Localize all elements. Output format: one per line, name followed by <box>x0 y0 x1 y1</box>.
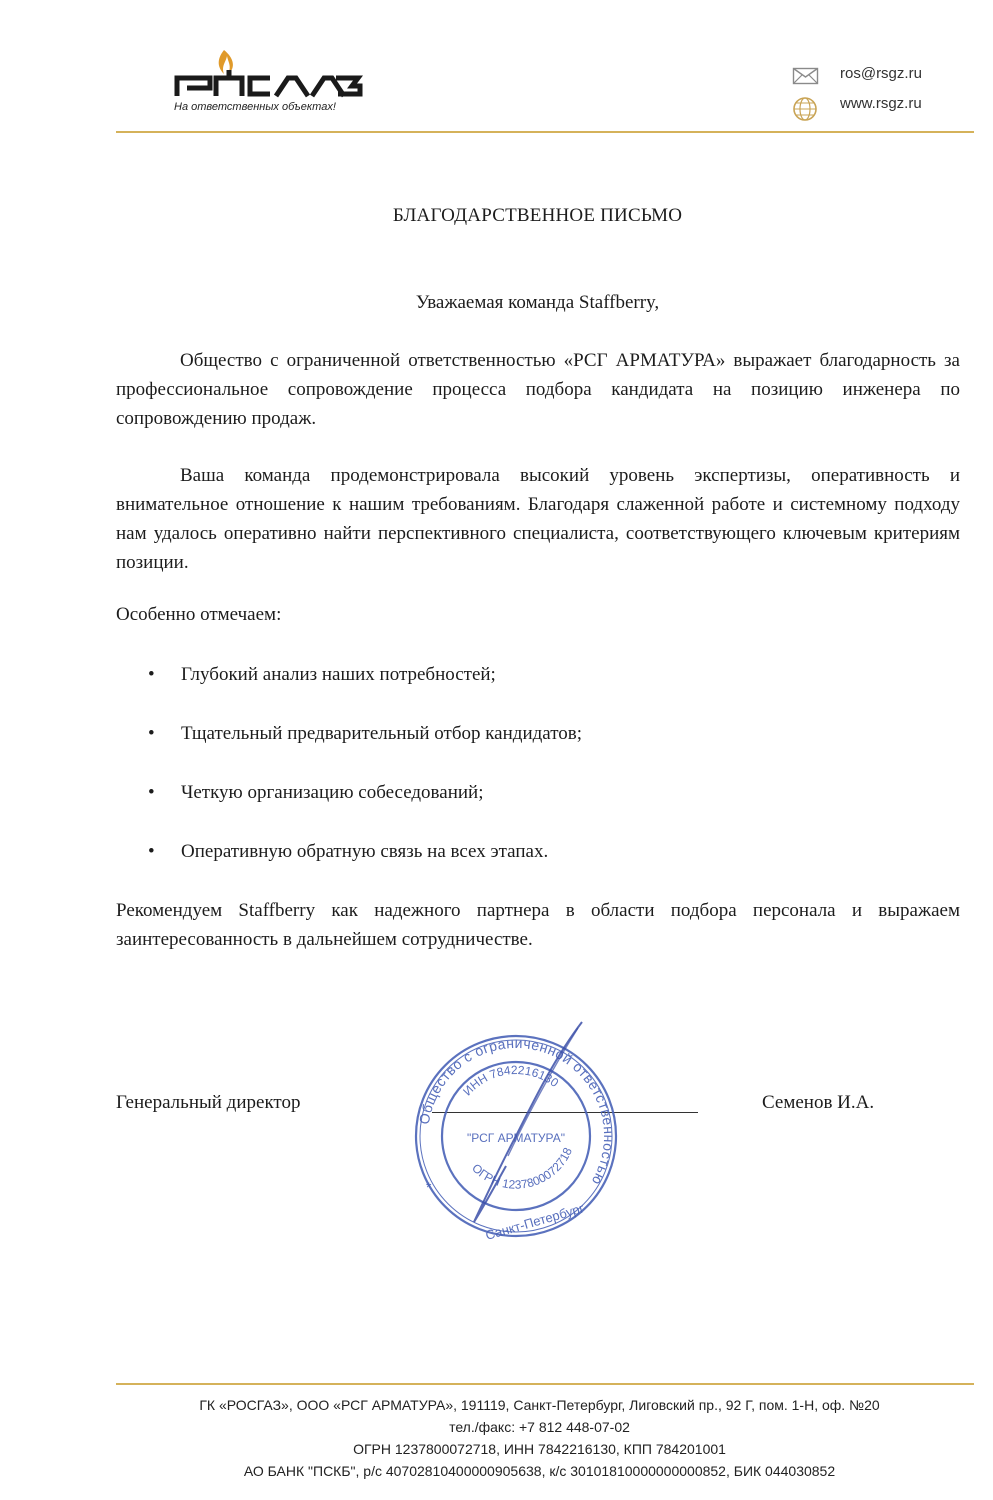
signatory-position: Генеральный директор <box>116 1092 301 1113</box>
bullet-icon: • <box>148 782 155 803</box>
seal-star-icon: * <box>426 1179 432 1195</box>
seal-city-text: Санкт-Петербург <box>483 1200 586 1243</box>
letter-paragraph-2: Ваша команда продемонстрировала высокий уровень экспертизы, оперативность и внимательное отношение к нашим требованиям. Благодаря слаженной работе и системному подходу нам удалось оперативно найти перспективного специалиста, соответствующего ключевым критериям позиции. <box>116 465 960 573</box>
list-item-text: Четкую организацию собеседований; <box>181 782 484 803</box>
letter-closing-paragraph: Рекомендуем Staffberry как надежного партнера в области подбора персонала и выражаем заинтересованность в дальнейшем сотрудничестве. <box>116 900 960 950</box>
bullet-icon: • <box>148 841 155 862</box>
list-item-text: Глубокий анализ наших потребностей; <box>181 664 496 685</box>
rosgaz-logo-mark <box>172 48 372 103</box>
website-link[interactable]: www.rsgz.ru <box>840 95 922 112</box>
letter-title: БЛАГОДАРСТВЕННОЕ ПИСЬМО <box>392 205 683 226</box>
footer-address: ГК «РОСГАЗ», ООО «РСГ АРМАТУРА», 191119, Санкт-Петербург, Лиговский пр., 92 Г, пом. 1-Н, оф. №20 <box>199 1397 880 1413</box>
seal-inn-text: ИНН 7842216130 <box>460 1062 562 1099</box>
globe-icon <box>792 96 820 126</box>
footer-registration: ОГРН 1237800072718, ИНН 7842216130, КПП 784201001 <box>353 1441 726 1457</box>
seal-ogrn-text: ОГРН 1237800072718 <box>469 1145 575 1192</box>
company-seal <box>396 1016 636 1256</box>
bullet-icon: • <box>148 664 155 685</box>
email-link[interactable]: ros@rsgz.ru <box>840 65 922 82</box>
seal-company-text: "РСГ АРМАТУРА" <box>467 1131 565 1145</box>
svg-text:ОГРН 1237800072718 <box>469 1145 575 1192</box>
list-item-text: Тщательный предварительный отбор кандидатов; <box>181 723 583 744</box>
footer-bank-details: АО БАНК "ПСКБ", р/с 40702810400000905638, к/с 30101810000000000852, БИК 044030852 <box>243 1463 836 1479</box>
footer-phone: тел./факс: +7 812 448-07-02 <box>449 1419 630 1435</box>
signatory-name: Семенов И.А. <box>762 1092 875 1113</box>
highlights-heading: Особенно отмечаем: <box>116 604 282 625</box>
header-divider <box>116 131 974 133</box>
seal-outer-text: Общество с ограниченной ответственностью <box>415 1034 618 1189</box>
letter-salutation: Уважаемая команда Staffberry, <box>415 292 660 313</box>
list-item-text: Оперативную обратную связь на всех этапах. <box>181 841 549 862</box>
letter-paragraph-1: Общество с ограниченной ответственностью «РСГ АРМАТУРА» выражает благодарность за профессиональное сопровождение процесса подбора кандидата на позицию инженера по сопровождению продаж. <box>116 350 960 429</box>
logo-tagline: На ответственных объектах! <box>174 101 336 113</box>
seal-stamp-icon <box>396 1016 636 1256</box>
bullet-icon: • <box>148 723 155 744</box>
footer-divider <box>116 1383 974 1385</box>
envelope-icon <box>792 66 820 90</box>
